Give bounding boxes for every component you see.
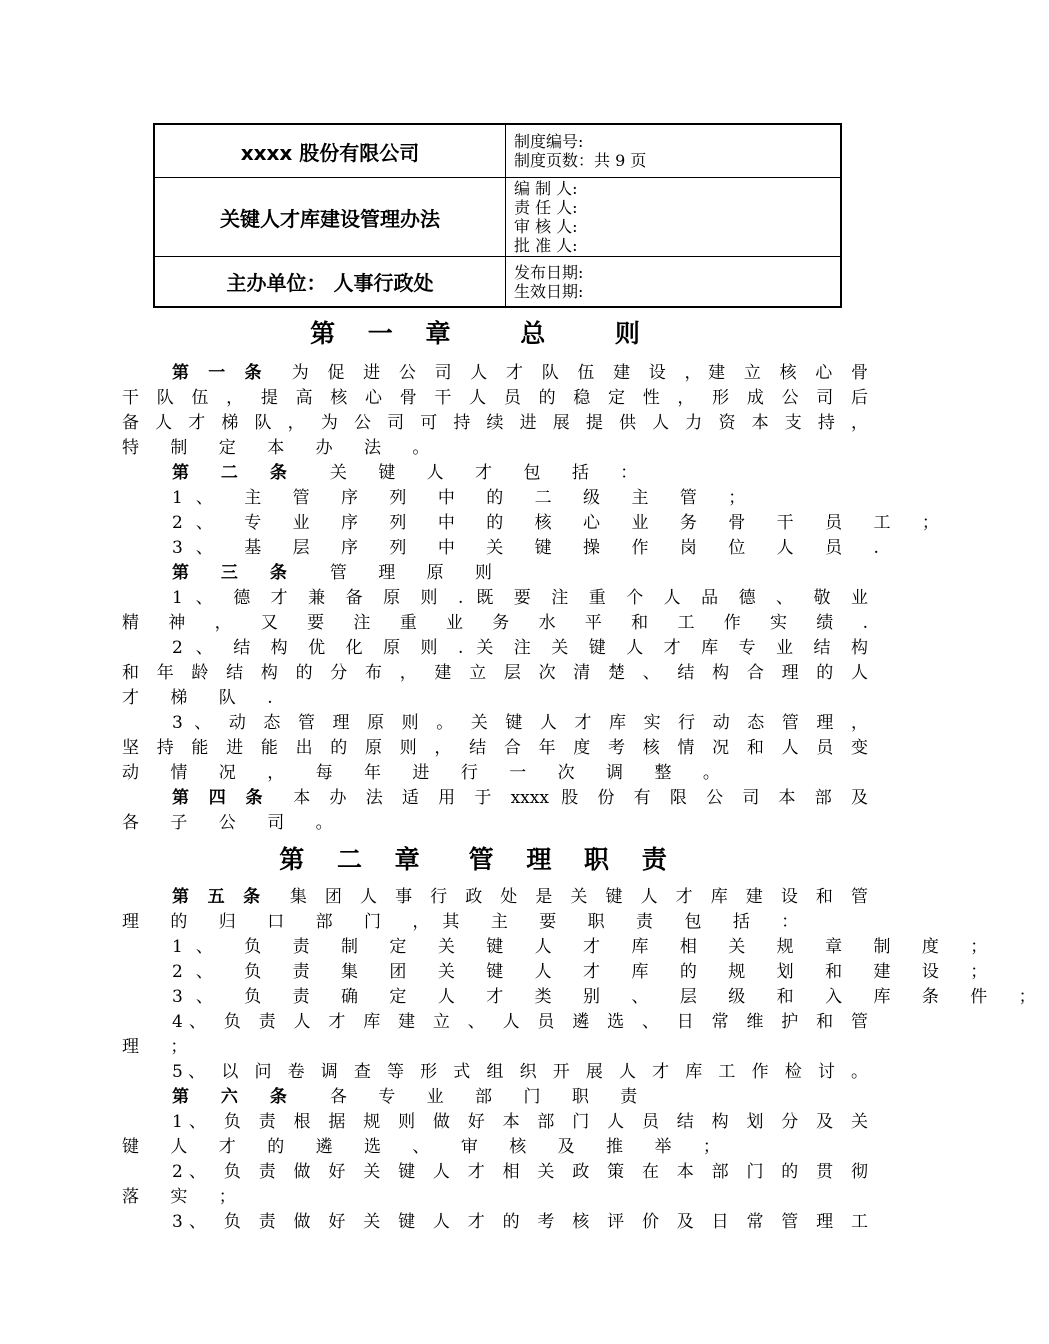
line-text: 3、 基 层 序 列 中 关 键 操 作 岗 位 人 员 . bbox=[172, 538, 892, 558]
line-text: 备 人 才 梯 队 ， 为 公 司 可 持 续 进 展 提 供 人 力 资 本 支 持 ， bbox=[122, 413, 868, 433]
document-header-table bbox=[153, 123, 842, 308]
line-text: 3、 负 责 确 定 人 才 类 别 、 层 级 和 入 库 条 件 ； bbox=[172, 987, 1049, 1007]
text-line bbox=[122, 433, 868, 458]
text-line bbox=[172, 1107, 868, 1132]
effective-date-label: 生效日期: bbox=[514, 281, 584, 301]
text-line bbox=[122, 1132, 868, 1157]
line-text: 关 键 人 才 包 括 ： bbox=[299, 463, 651, 483]
line-text: 1、 负 责 根 据 规 则 做 好 本 部 门 人 员 结 构 划 分 及 关 bbox=[172, 1112, 868, 1132]
text-line bbox=[122, 383, 868, 408]
text-line bbox=[172, 583, 868, 608]
text-line bbox=[122, 408, 868, 433]
line-text: 和 年 龄 结 构 的 分 布 ， 建 立 层 次 清 楚 、 结 构 合 理 的 人 bbox=[122, 663, 868, 683]
line-text: 1、 主 管 序 列 中 的 二 级 主 管 ； bbox=[172, 488, 759, 508]
line-text: 2、 负 责 集 团 关 键 人 才 库 的 规 划 和 建 设 ； bbox=[172, 962, 1001, 982]
article-line bbox=[172, 458, 868, 483]
text-line bbox=[122, 658, 868, 683]
chapter-1-heading: 第 一 章 总 则 bbox=[310, 319, 652, 348]
text-line bbox=[172, 533, 892, 558]
text-line bbox=[172, 1007, 868, 1032]
line-text: 各 专 业 部 门 职 责 bbox=[299, 1087, 651, 1107]
text-line bbox=[122, 907, 868, 932]
line-text: 3 、 动 态 管 理 原 则 。 关 键 人 才 库 实 行 动 态 管 理 ， bbox=[172, 713, 868, 733]
text-line bbox=[172, 483, 868, 508]
text-line bbox=[122, 758, 868, 783]
doc-meta-cell bbox=[506, 124, 842, 178]
line-text: 管 理 原 则 bbox=[299, 563, 506, 583]
reviewer-label: 审 核 人: bbox=[514, 217, 578, 236]
text-line bbox=[172, 508, 952, 533]
line-text: 3、 负 责 做 好 关 键 人 才 的 考 核 评 价 及 日 常 管 理 工 bbox=[172, 1212, 868, 1232]
editor-label: 编 制 人: bbox=[514, 179, 578, 198]
line-text: 为 促 进 公 司 人 才 队 伍 建 设 ，建 立 核 心 骨 bbox=[268, 363, 868, 383]
text-line bbox=[172, 932, 1001, 957]
text-line bbox=[122, 1032, 868, 1057]
doc-number-label: 制度编号: bbox=[514, 132, 584, 151]
article-number: 第 二 条 bbox=[172, 463, 300, 483]
text-line bbox=[122, 808, 868, 833]
article-number: 第 六 条 bbox=[172, 1087, 300, 1107]
article-line bbox=[172, 1082, 868, 1107]
article-line bbox=[172, 558, 868, 583]
line-text: 动 情 况 ， 每 年 进 行 一 次 调 整 。 bbox=[122, 763, 733, 783]
doc-pages-label: 制度页数：共 9 页 bbox=[514, 151, 647, 170]
line-text: 精 神 ， 又 要 注 重 业 务 水 平 和 工 作 实 绩 . bbox=[122, 613, 868, 633]
line-text: 2、 负 责 做 好 关 键 人 才 相 关 政 策 在 本 部 门 的 贯 彻 bbox=[172, 1162, 868, 1182]
text-line bbox=[172, 708, 868, 733]
line-text: 4、 负 责 人 才 库 建 立 、 人 员 遴 选 、 日 常 维 护 和 管 bbox=[172, 1012, 868, 1032]
text-line bbox=[172, 1057, 868, 1082]
line-text: 才 梯 队 . bbox=[122, 688, 286, 708]
line-text: 各 子 公 司 。 bbox=[122, 813, 346, 833]
dates-cell bbox=[506, 257, 842, 308]
line-text: 本 办 法 适 用 于 xxxx 股 份 有 限 公 司 本 部 及 bbox=[269, 788, 868, 808]
line-text: 理 的 归 口 部 门 ，其 主 要 职 责 包 括 ： bbox=[122, 912, 812, 932]
text-line bbox=[172, 957, 1001, 982]
signoff-cell bbox=[506, 178, 842, 257]
line-text: 理 ； bbox=[122, 1037, 201, 1057]
article-number: 第 三 条 bbox=[172, 563, 300, 583]
doc-title: 关键人才库建设管理办法 bbox=[154, 178, 506, 257]
text-line bbox=[122, 733, 868, 758]
article-number: 第 一 条 bbox=[172, 363, 269, 383]
line-text: 5、 以 问 卷 调 查 等 形 式 组 织 开 展 人 才 库 工 作 检 讨 。 bbox=[172, 1062, 868, 1082]
text-line bbox=[122, 1182, 868, 1207]
line-text: 集 团 人 事 行 政 处 是 关 键 人 才 库 建 设 和 管 bbox=[266, 887, 868, 907]
line-text: 坚 持 能 进 能 出 的 原 则 ， 结 合 年 度 考 核 情 况 和 人 员 变 bbox=[122, 738, 868, 758]
line-text: 干 队 伍 ， 提 高 核 心 骨 干 人 员 的 稳 定 性 ， 形 成 公 司 后 bbox=[122, 388, 868, 408]
text-line bbox=[172, 982, 1049, 1007]
chapter-2-heading: 第 二 章 管 理 职 责 bbox=[279, 845, 679, 874]
article-line bbox=[172, 882, 868, 907]
article-number: 第 五 条 bbox=[172, 887, 267, 907]
line-text: 1、 负 责 制 定 关 键 人 才 库 相 关 规 章 制 度 ； bbox=[172, 937, 1001, 957]
line-text: 键 人 才 的 遴 选 、 审 核 及 推 举 ； bbox=[122, 1137, 733, 1157]
publish-date-label: 发布日期: bbox=[514, 262, 584, 282]
article-line bbox=[172, 783, 868, 808]
article-line bbox=[172, 358, 868, 383]
host-department: 主办单位： 人事行政处 bbox=[154, 257, 506, 308]
text-line bbox=[172, 1207, 868, 1232]
company-name: xxxx 股份有限公司 bbox=[154, 124, 506, 178]
line-text: 2、 专 业 序 列 中 的 核 心 业 务 骨 干 员 工 ； bbox=[172, 513, 952, 533]
approver-label: 批 准 人: bbox=[514, 236, 578, 255]
text-line bbox=[122, 608, 868, 633]
line-text: 落 实 ； bbox=[122, 1187, 249, 1207]
text-line bbox=[172, 633, 868, 658]
line-text: 特 制 定 本 办 法 。 bbox=[122, 438, 443, 458]
article-number: 第 四 条 bbox=[172, 788, 270, 808]
responsible-label: 责 任 人: bbox=[514, 198, 578, 217]
line-text: 1 、 德 才 兼 备 原 则 . 既 要 注 重 个 人 品 德 、 敬 业 bbox=[172, 588, 868, 608]
text-line bbox=[172, 1157, 868, 1182]
text-line bbox=[122, 683, 868, 708]
line-text: 2 、 结 构 优 化 原 则 . 关 注 关 键 人 才 库 专 业 结 构 bbox=[172, 638, 868, 658]
